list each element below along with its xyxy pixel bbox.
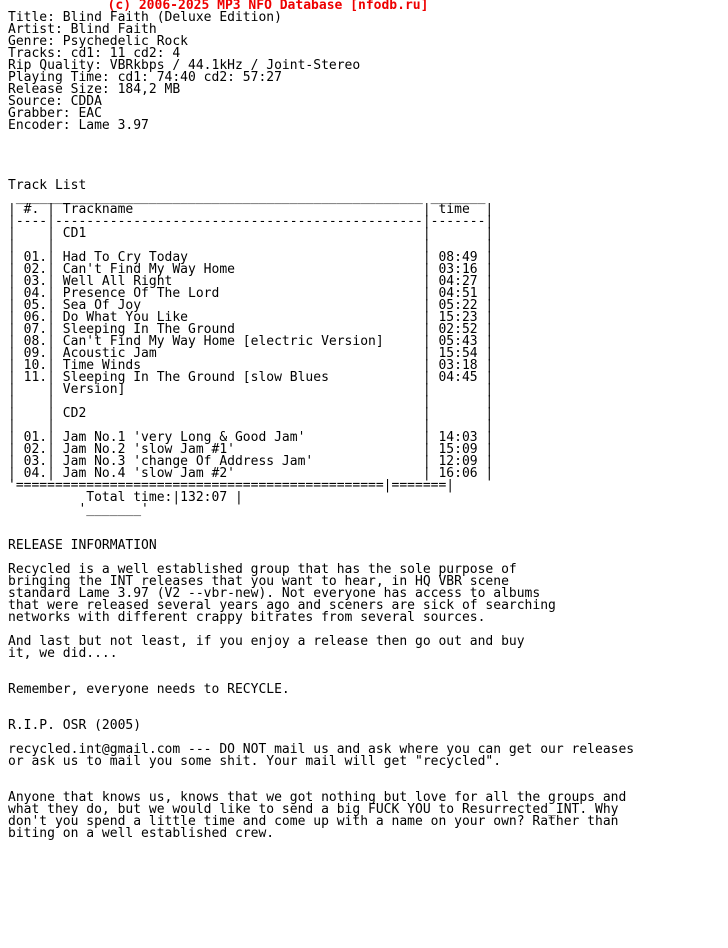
tracklist-row: ____________________________________________________ _______ <box>8 190 486 205</box>
blank-line <box>8 144 724 156</box>
closing-line: don't you spend a little time and come up with a name on your own? Rather than <box>8 814 619 829</box>
artist-line: Artist: Blind Faith <box>8 22 157 37</box>
tracklist-row: | 07.| Sleeping In The Ground | 02:52 | <box>8 322 494 337</box>
paragraph-line: bringing the INT releases that you want to hear, in HQ VBR scene <box>8 574 509 589</box>
tracklist-row: | 08.| Can't Find My Way Home [electric Version] | 05:43 | <box>8 334 494 349</box>
closing-line: Anyone that knows us, knows that we got nothing but love for all the groups and <box>8 790 627 805</box>
tracklist-row: | 01.| Had To Cry Today | 08:49 | <box>8 250 494 265</box>
paragraph-line: And last but not least, if you enjoy a release then go out and buy <box>8 634 525 649</box>
tracklist-row: | | | | <box>8 238 494 253</box>
blank-line <box>8 768 724 780</box>
title-line: Title: Blind Faith (Deluxe Edition) <box>8 10 282 25</box>
tracklist-row: | 09.| Acoustic Jam | 15:54 | <box>8 346 494 361</box>
closing-line: biting on a well established crew. <box>8 826 275 841</box>
tracklist-row: | 11.| Sleeping In The Ground [slow Blues | 04:45 | <box>8 370 494 385</box>
grabber-line: Grabber: EAC <box>8 106 102 121</box>
tracklist-row: '===============================================|=======| <box>8 478 455 493</box>
tracklist-row: |----|-----------------------------------------------|-------| <box>8 214 494 229</box>
blank-line <box>8 168 724 180</box>
tracklist-heading: Track List <box>8 178 87 193</box>
tracklist-row: | 10.| Time Winds | 03:18 | <box>8 358 494 373</box>
source-line: Source: CDDA <box>8 94 102 109</box>
blank-line <box>8 132 724 144</box>
blank-line <box>8 660 724 672</box>
tracklist-row: | 04.| Jam No.4 'slow Jam #2' | 16:06 | <box>8 466 494 481</box>
tracklist-row: | | | | <box>8 394 494 409</box>
genre-line: Genre: Psychedelic Rock <box>8 34 189 49</box>
nfo-page <box>8 0 724 840</box>
tracklist-row: | | CD2 | | <box>8 406 494 421</box>
encoder-line: Encoder: Lame 3.97 <box>8 118 149 133</box>
tracklist-row: | | Version] | | <box>8 382 494 397</box>
paragraph-line: networks with different crappy bitrates from several sources. <box>8 610 486 625</box>
tracks-line: Tracks: cd1: 11 cd2: 4 <box>8 46 181 61</box>
nfo-document <box>8 0 724 840</box>
mail-line: recycled.int@gmail.com --- DO NOT mail us and ask where you can get our releases <box>8 742 635 757</box>
release-info-heading: RELEASE INFORMATION <box>8 538 157 553</box>
tracklist-row: | 01.| Jam No.1 'very Long & Good Jam' | 14:03 | <box>8 430 494 445</box>
tracklist-row: | 06.| Do What You Like | 15:23 | <box>8 310 494 325</box>
tracklist-row: | #. | Trackname | time | <box>8 202 494 217</box>
tracklist-row: | 02.| Can't Find My Way Home | 03:16 | <box>8 262 494 277</box>
tracklist-row: | 03.| Well All Right | 04:27 | <box>8 274 494 289</box>
mail-line: or ask us to mail you some shit. Your mail will get "recycled". <box>8 754 502 769</box>
paragraph-line: Recycled is a well established group that has the sole purpose of <box>8 562 517 577</box>
paragraph-line: standard Lame 3.97 (V2 --vbr-new). Not everyone has access to albums <box>8 586 541 601</box>
playing-time-line: Playing Time: cd1: 74:40 cd2: 57:27 <box>8 70 282 85</box>
tracklist-row: | 05.| Sea Of Joy | 05:22 | <box>8 298 494 313</box>
tracklist-row: | 02.| Jam No.2 'slow Jam #1' | 15:09 | <box>8 442 494 457</box>
blank-line <box>8 516 724 528</box>
banner-link[interactable]: (c) 2006-2025 MP3 NFO Database [nfodb.ru] <box>107 0 429 13</box>
paragraph-line: that were released several years ago and sceners are sick of searching <box>8 598 556 613</box>
total-time-row: Total time:|132:07 | <box>8 490 243 505</box>
tracklist-row: '_______' <box>8 502 149 517</box>
rip-line: R.I.P. OSR (2005) <box>8 718 142 733</box>
tracklist-row: | | | | <box>8 418 494 433</box>
blank-line <box>8 696 724 708</box>
blank-line <box>8 156 724 168</box>
tracklist-row: | 04.| Presence Of The Lord | 04:51 | <box>8 286 494 301</box>
closing-line: what they do, but we would like to send a big FUCK YOU to Resurrected_INT. Why <box>8 802 619 817</box>
tracklist-row: | 03.| Jam No.3 'change Of Address Jam' | 12:09 | <box>8 454 494 469</box>
paragraph-line: it, we did.... <box>8 646 118 661</box>
rip-quality-line: Rip Quality: VBRkbps / 44.1kHz / Joint-Stereo <box>8 58 361 73</box>
release-size-line: Release Size: 184,2 MB <box>8 82 181 97</box>
tracklist-row: | | CD1 | | <box>8 226 494 241</box>
remember-line: Remember, everyone needs to RECYCLE. <box>8 682 290 697</box>
